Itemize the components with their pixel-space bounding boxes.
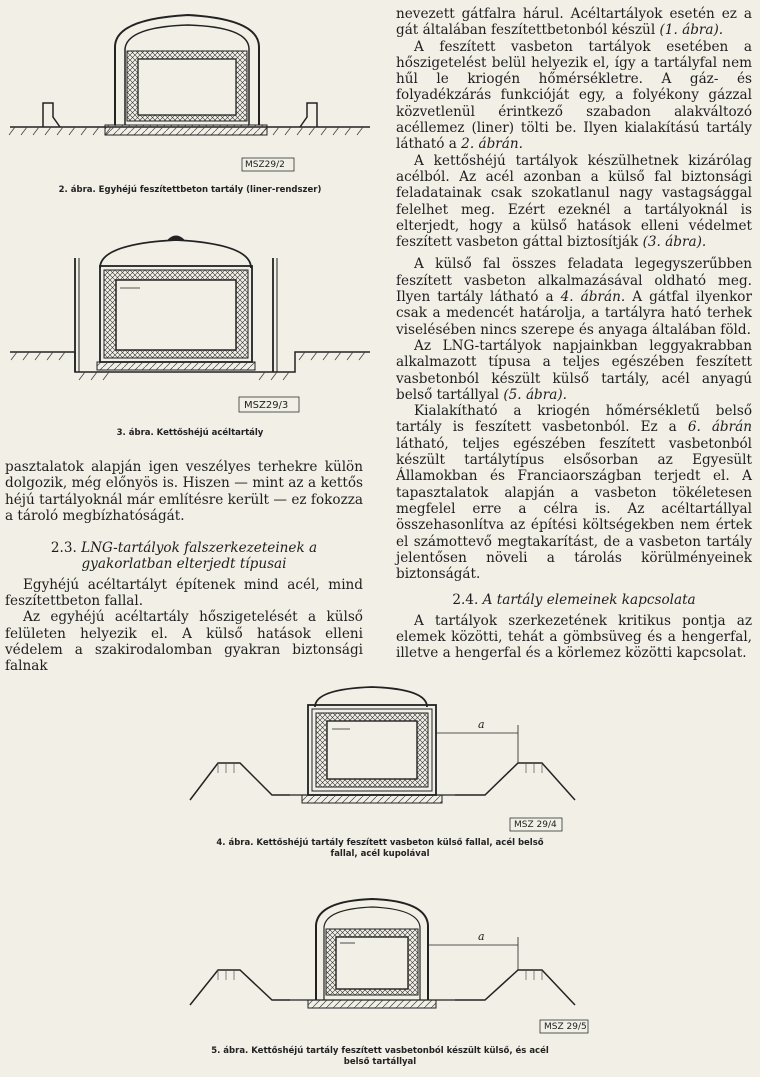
right-paragraph-0 <box>396 6 752 39</box>
figure-3 <box>5 220 375 430</box>
right-paragraph-2 <box>396 153 752 251</box>
right-paragraph-6: A tartályok szerkezetének kritikus pontja az elemek közötti, tehát a gömbsüveg és a hengerfal, illetve a hengerfal és a körlemez közötti kapcsolat. <box>396 612 752 662</box>
figure-4-caption-line-2: fallal, acél kupolával <box>330 849 430 859</box>
figure-3-drawing <box>5 220 375 430</box>
left-paragraph-1: Egyhéjú acéltartályt építenek mind acél, mind feszítettbeton fallal. <box>5 576 363 610</box>
figure-2 <box>5 5 375 175</box>
figure-4 <box>180 685 600 835</box>
left-column <box>5 459 363 675</box>
figure-3-caption: 3. ábra. Kettőshéjú acéltartály <box>116 428 264 438</box>
figure-5-caption-line-2: belső tartállyal <box>343 1057 417 1067</box>
figure-5 <box>180 895 600 1045</box>
figure-4-drawing <box>180 685 600 835</box>
figure-5-dimension: a <box>478 930 485 943</box>
section-title: A tartály elemeinek kapcsolata <box>482 592 696 609</box>
section-heading-2-4 <box>396 592 752 608</box>
figure-2-drawing <box>5 5 375 175</box>
text: nevezett gátfalra hárul. Acéltartályok esetén ez a gát általában feszítettbetonból készül <box>396 6 752 39</box>
text: Kialakítható a kriogén hőmérsékletű belső tartály is feszített vasbetonból. Ez a <box>396 403 752 436</box>
section-title: LNG-tartályok falszerkezeteinek a gyakorlatban elterjedt típusai <box>81 540 318 573</box>
figure-4-caption-line-1: 4. ábra. Kettőshéjú tartály feszített vasbeton külső fallal, acél belső <box>216 838 544 848</box>
figure-2-code: MSZ29/2 <box>245 160 285 170</box>
figure-3-code: MSZ29/3 <box>244 400 289 411</box>
figure-ref: (1. ábra). <box>659 22 724 39</box>
figure-ref: 4. ábrán. <box>560 289 626 306</box>
text: A kettőshéjú tartályok készülhetnek kizárólag acélból. Az acél azonban a külső fal biztonsági feladatainak csak szokatlanul nagy vastagsággal felelhet meg. Ezért ezeknél a tartályoknál is elterjedt, hogy a külső hatások elleni védelmet feszített vasbeton gáttal biztosítják <box>396 152 752 251</box>
left-paragraph-continuation: pasztalatok alapján igen veszélyes terhekre külön dolgozik, még előnyös is. Hiszen — mint az a kettős héjú tartályoknál már említésre került — ez fokozza a tároló megbízhatóságát. <box>5 459 363 524</box>
figure-ref: (3. ábra). <box>642 234 707 251</box>
text: A külső fal összes feladata legegyszerűbben feszített vasbeton alkalmazásával oldható meg. Ilyen tartály látható a <box>396 256 752 306</box>
figure-5-caption-line-1: 5. ábra. Kettőshéjú tartály feszített vasbetonból készült külső, és acél <box>211 1046 549 1056</box>
text: A feszített vasbeton tartályok esetében a hőszigetelést belül helyezik el, így a tartályfal nem hűl le kriogén hőmérsékletre. A gáz- és folyadékzárás funkcióját egy, a folyékony gázzal közvetlenül érintkező szabadon alakváltozó acéllemez (liner) tölti be. Ilyen kialakítású tartály látható a <box>396 38 752 153</box>
figure-4-dimension: a <box>478 718 485 731</box>
right-paragraph-4 <box>396 338 752 403</box>
figure-4-caption <box>150 838 610 860</box>
right-paragraph-3 <box>396 256 752 337</box>
section-number: 2.4. <box>452 592 479 609</box>
figure-5-code: MSZ 29/5 <box>544 1022 587 1032</box>
text: Az LNG-tartályok napjainkban leggyakrabban alkalmazott típusa a teljes egészében feszített vasbetonból készült külső tartály, acél anyagú belső tartállyal <box>396 337 752 403</box>
text: A gátfal ilyenkor csak a medencét határolja, a tartályra ható terhek viselésében nincs szerepe és anyaga általában föld. <box>396 289 752 338</box>
figure-ref: 2. ábrán. <box>461 136 523 153</box>
text: látható, teljes egészében feszített vasbetonból készült tartálytípus elsősorban az Egyesült Államokban és Franciaországban terjedt el. A tapasztalatok alapján a vasbeton tökéletesen megfelel erre a célra is. Az acéltartállyal összehasonlítva az építési költségekben nem értek el számottevő megtakarítást, de a vasbeton tartály jelentősen növeli a tárolás körülményeinek biztonságát. <box>396 435 752 583</box>
section-heading-2-3 <box>5 540 363 573</box>
figure-ref: 6. ábrán <box>687 419 752 436</box>
figure-2-caption: 2. ábra. Egyhéjú feszítettbeton tartály (liner-rendszer) <box>58 185 322 195</box>
right-paragraph-1 <box>396 39 752 153</box>
left-paragraph-2: Az egyhéjú acéltartály hőszigetelését a külső felületen helyezik el. A külső hatások elleni védelem a szakirodalomban gyakran biztonsági falnak <box>5 609 363 675</box>
right-column <box>396 6 752 662</box>
figure-4-code: MSZ 29/4 <box>514 820 557 830</box>
right-paragraph-5 <box>396 403 752 582</box>
section-number: 2.3. <box>50 540 77 557</box>
figure-ref: (5. ábra). <box>503 386 567 403</box>
figure-5-drawing <box>180 895 600 1045</box>
figure-5-caption <box>150 1046 610 1068</box>
